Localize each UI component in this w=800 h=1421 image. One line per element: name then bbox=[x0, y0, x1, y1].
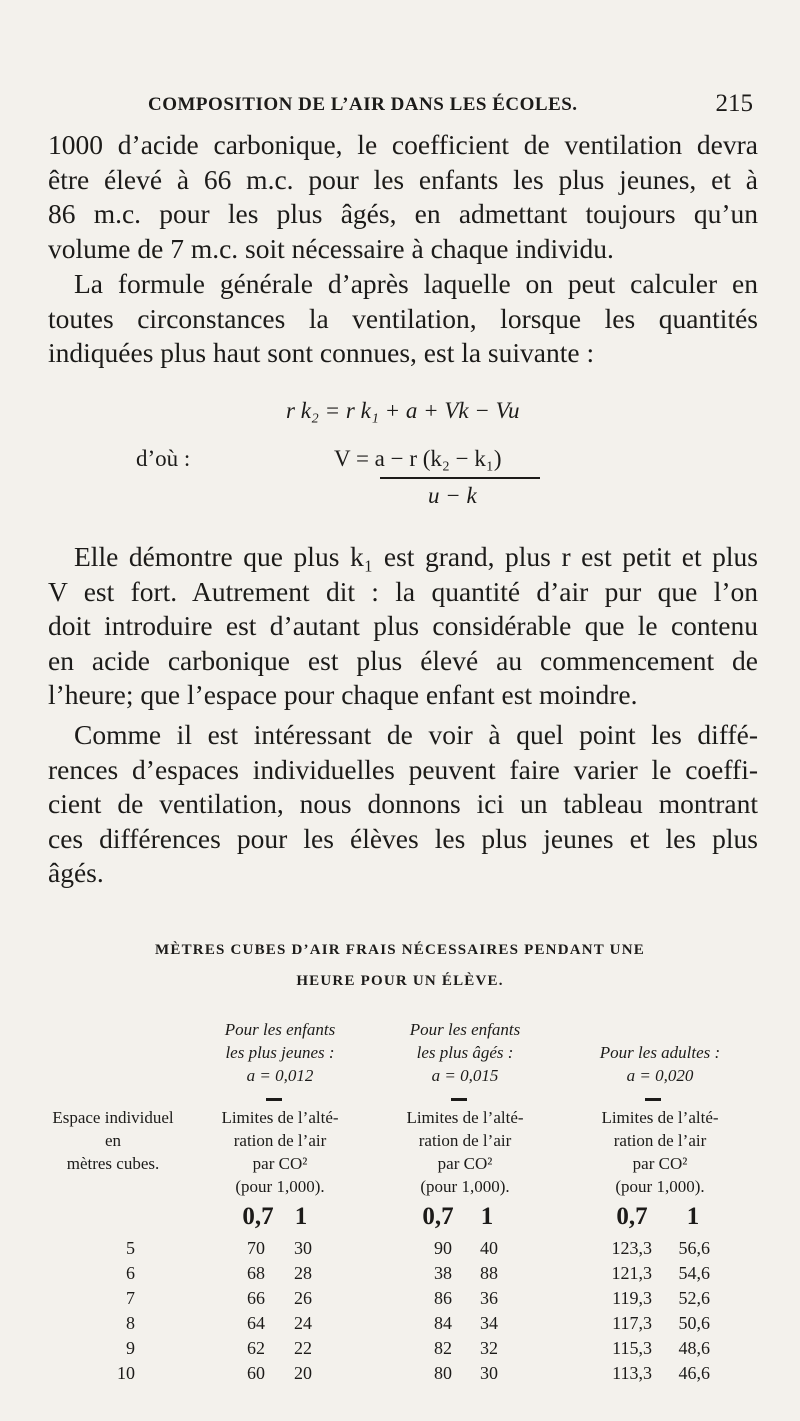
table-cell: 90 bbox=[434, 1238, 452, 1258]
table-cell: 52,6 bbox=[678, 1288, 710, 1308]
limit-header-3-l1: Limites de l’alté- bbox=[601, 1108, 719, 1127]
table-cell: 26 bbox=[294, 1288, 312, 1308]
paragraph-3 bbox=[48, 540, 758, 713]
table-cell: 30 bbox=[480, 1363, 498, 1383]
limit-header-3-l3: par CO² bbox=[632, 1154, 688, 1173]
table-cell: 40 bbox=[480, 1238, 498, 1258]
table-cell-space: 5 bbox=[126, 1238, 135, 1258]
text-line: toutes circonstances la ventilation, lorsque les quantités bbox=[48, 302, 758, 334]
group-1-line-2: les plus jeunes : bbox=[225, 1043, 335, 1062]
text-line: Comme il est intéressant de voir à quel point les diffé- bbox=[74, 719, 758, 750]
table-title-line-1: MÈTRES CUBES D’AIR FRAIS NÉCESSAIRES PENDANT UNE bbox=[155, 942, 645, 958]
text-line: être élevé à 66 m.c. pour les enfants les plus jeunes, et à bbox=[48, 163, 758, 195]
paragraph-1 bbox=[48, 128, 758, 266]
limit-header-2-l3: par CO² bbox=[437, 1154, 493, 1173]
table-cell: 119,3 bbox=[612, 1288, 652, 1308]
text-line: rences d’espaces individuelles peuvent faire varier le coeffi- bbox=[48, 753, 758, 785]
table-cell: 80 bbox=[434, 1363, 452, 1383]
limit-header-2-l2: ration de l’air bbox=[418, 1131, 512, 1150]
table-cell-space: 6 bbox=[126, 1263, 135, 1283]
table-cell: 88 bbox=[480, 1263, 498, 1283]
table-cell-space: 9 bbox=[126, 1338, 135, 1358]
table-cell: 60 bbox=[247, 1363, 265, 1383]
group-3-line-2: Pour les adultes : bbox=[599, 1043, 721, 1062]
subheader-cell: 1 bbox=[686, 1203, 700, 1230]
table-cell: 22 bbox=[294, 1338, 312, 1358]
subheader-cell: 0,7 bbox=[422, 1203, 454, 1230]
table-cell: 56,6 bbox=[678, 1238, 710, 1258]
table-cell: 54,6 bbox=[678, 1263, 710, 1283]
formula-numerator: V = a − r (k₂ − k₁) bbox=[334, 446, 502, 471]
text-line: doit introduire est d’autant plus considérable que le contenu bbox=[48, 610, 758, 641]
table-cell: 115,3 bbox=[612, 1338, 652, 1358]
limit-header-3-l4: (pour 1,000). bbox=[615, 1177, 705, 1196]
table-cell: 66 bbox=[247, 1288, 265, 1308]
table-cell: 117,3 bbox=[612, 1313, 652, 1333]
limit-header-2-l1: Limites de l’alté- bbox=[406, 1108, 524, 1127]
table-cell: 36 bbox=[480, 1288, 498, 1308]
subheader-cell: 0,7 bbox=[616, 1203, 648, 1230]
subheader-cell: 0,7 bbox=[242, 1203, 274, 1230]
group-2-line-1: Pour les enfants bbox=[409, 1020, 521, 1039]
limit-header-1-l3: par CO² bbox=[252, 1154, 308, 1173]
table-cell: 28 bbox=[294, 1263, 312, 1283]
table-cell: 48,6 bbox=[678, 1338, 710, 1358]
table-cell: 70 bbox=[247, 1238, 265, 1258]
formula-denominator: u − k bbox=[428, 483, 477, 508]
limit-header-2-l4: (pour 1,000). bbox=[420, 1177, 510, 1196]
table-cell: 32 bbox=[480, 1338, 498, 1358]
fraction-bar bbox=[380, 477, 540, 479]
page-number: 215 bbox=[715, 90, 753, 117]
text-line: ces différences pour les élèves les plus jeunes et les plus bbox=[48, 822, 758, 854]
table-cell-space: 8 bbox=[126, 1313, 135, 1333]
group-2-rule bbox=[451, 1098, 467, 1101]
table-cell-space: 10 bbox=[117, 1363, 135, 1383]
formula-dou: d’où : bbox=[136, 446, 191, 471]
group-3-a: a = 0,020 bbox=[626, 1066, 694, 1085]
table-title-line-2: HEURE POUR UN ÉLÈVE. bbox=[296, 973, 504, 989]
table-cell: 38 bbox=[434, 1263, 452, 1283]
paragraph-2 bbox=[48, 267, 758, 371]
text-line: Elle démontre que plus k₁ est grand, plus r est petit et plus bbox=[74, 541, 758, 572]
group-1-line-1: Pour les enfants bbox=[224, 1020, 336, 1039]
group-2-a: a = 0,015 bbox=[431, 1066, 499, 1085]
limit-header-3-l2: ration de l’air bbox=[613, 1131, 707, 1150]
table-cell-space: 7 bbox=[126, 1288, 135, 1308]
text-line: 86 m.c. pour les plus âgés, en admettant toujours qu’un bbox=[48, 198, 758, 229]
table-cell: 86 bbox=[434, 1288, 452, 1308]
text-line: cient de ventilation, nous donnons ici un tableau montrant bbox=[48, 788, 758, 819]
table-cell: 46,6 bbox=[678, 1363, 710, 1383]
limit-header-1-l1: Limites de l’alté- bbox=[221, 1108, 339, 1127]
table-cell: 50,6 bbox=[678, 1313, 710, 1333]
formula-line-1: r k₂ = r k₁ + a + Vk − Vu bbox=[286, 398, 520, 423]
limit-header-1-l2: ration de l’air bbox=[233, 1131, 327, 1150]
first-col-header-3: mètres cubes. bbox=[66, 1154, 160, 1173]
table-cell: 64 bbox=[247, 1313, 265, 1333]
group-1-rule bbox=[266, 1098, 282, 1101]
subheader-cell: 1 bbox=[480, 1203, 494, 1230]
text-line: volume de 7 m.c. soit nécessaire à chaque individu. bbox=[48, 232, 614, 264]
group-3-rule bbox=[645, 1098, 661, 1101]
first-col-header-1: Espace individuel bbox=[52, 1108, 174, 1127]
text-line: La formule générale d’après laquelle on peut calculer en bbox=[74, 268, 758, 299]
group-1-a: a = 0,012 bbox=[246, 1066, 314, 1085]
first-col-header-2: en bbox=[104, 1131, 122, 1150]
table-cell: 113,3 bbox=[612, 1363, 652, 1383]
table-cell: 20 bbox=[294, 1363, 312, 1383]
text-line: âgés. bbox=[48, 857, 104, 888]
table-cell: 24 bbox=[294, 1313, 312, 1333]
table-cell: 62 bbox=[247, 1338, 265, 1358]
paragraph-4 bbox=[48, 718, 758, 891]
group-2-line-2: les plus âgés : bbox=[416, 1043, 514, 1062]
text-line: l’heure; que l’espace pour chaque enfant est moindre. bbox=[48, 679, 638, 710]
running-header bbox=[148, 92, 753, 122]
header-title: COMPOSITION DE L’AIR DANS LES ÉCOLES. bbox=[148, 94, 578, 115]
table-cell: 68 bbox=[247, 1263, 265, 1283]
table-cell: 123,3 bbox=[611, 1238, 652, 1258]
text-line: V est fort. Autrement dit : la quantité d’air pur que l’on bbox=[48, 575, 758, 607]
text-line: en acide carbonique est plus élevé au commencement de bbox=[48, 644, 758, 676]
table-cell: 34 bbox=[480, 1313, 498, 1333]
table-cell: 30 bbox=[294, 1238, 312, 1258]
text-line: indiquées plus haut sont connues, est la suivante : bbox=[48, 337, 595, 368]
table-cell: 82 bbox=[434, 1338, 452, 1358]
table-cell: 84 bbox=[434, 1313, 452, 1333]
table-cell: 121,3 bbox=[611, 1263, 652, 1283]
subheader-cell: 1 bbox=[294, 1203, 308, 1230]
text-line: 1000 d’acide carbonique, le coefficient de ventilation devra bbox=[48, 129, 758, 160]
limit-header-1-l4: (pour 1,000). bbox=[235, 1177, 325, 1196]
